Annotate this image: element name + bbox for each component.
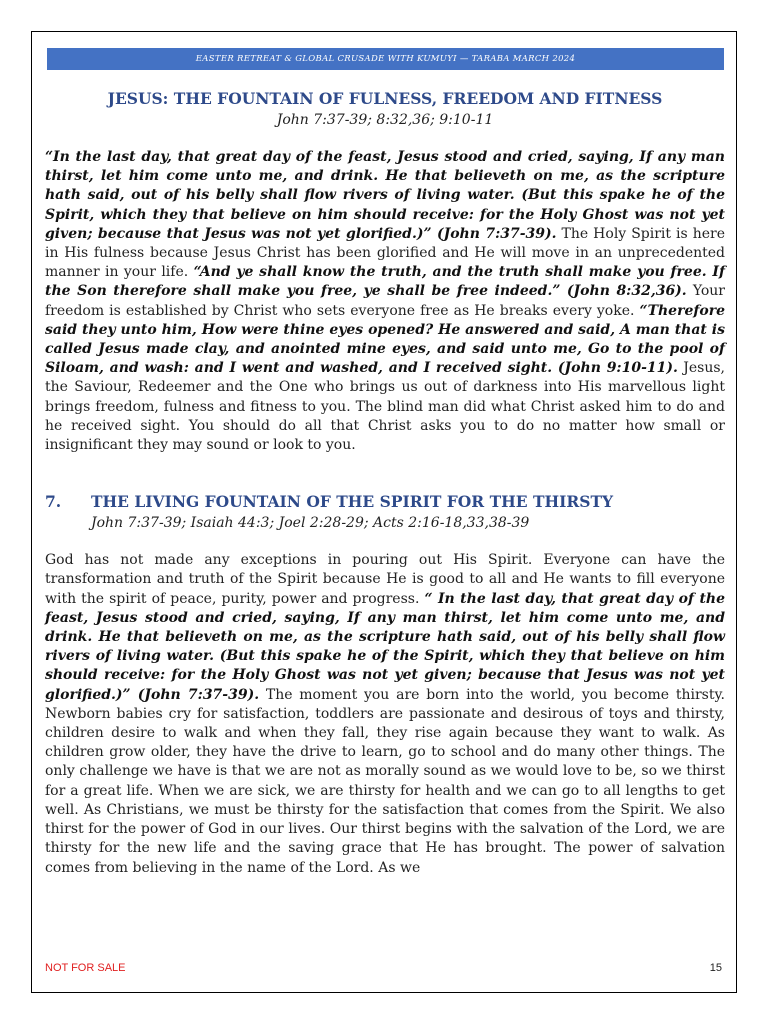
section-title: JESUS: THE FOUNTAIN OF FULNESS, FREEDOM AND FITNESS: [107, 89, 663, 108]
subsection-number: 7.: [45, 492, 62, 512]
scripture-quote: “Therefore said they unto him, How were thine eyes opened? He answered and said, A man that is called Jesus made clay, and anointed mine eyes, and said unto me, Go to the pool of Siloam, and wash: and I went and washed, and I received sight. (John 9:10-11).: [45, 302, 725, 377]
scripture-quote: “In the last day, that great day of the feast, Jesus stood and cried, saying, If any man thirst, let him come unto me, and drink. He that believeth on me, as the scripture hath said, out of his belly shall flow rivers of living water. (But this spake he of the Spirit, which they that believe on him should receive: for the Holy Ghost was not yet given; because that Jesus was not yet glorified.)” (John 7:37-39).: [45, 149, 725, 242]
body-paragraph: [45, 148, 725, 455]
body-text: Your freedom is established by Christ who sets everyone free as He breaks every yoke.: [45, 283, 725, 319]
subsection-heading: [45, 491, 725, 513]
subsection-scripture-reference: John 7:37-39; Isaiah 44:3; Joel 2:28-29; Acts 2:16-18,33,38-39: [91, 515, 530, 532]
header-banner: [47, 48, 724, 70]
page-number: 15: [709, 962, 722, 974]
body-paragraph: [45, 551, 725, 877]
footer-not-for-sale: NOT FOR SALE: [45, 962, 126, 974]
header-banner-text: EASTER RETREAT & GLOBAL CRUSADE WITH KUMUYI — TARABA MARCH 2024: [195, 54, 576, 64]
scripture-quote: “And ye shall know the truth, and the truth shall make you free. If the Son therefore shall make you free, ye shall be free indeed.” (John 8:32,36).: [45, 264, 725, 300]
page-content: [45, 86, 725, 878]
section-scripture-reference: John 7:37-39; 8:32,36; 9:10-11: [276, 112, 494, 128]
scripture-quote: “ In the last day, that great day of the feast, Jesus stood and cried, saying, If any man thirst, let him come unto me, and drink. He that believeth on me, as the scripture hath said, out of his belly shall flow rivers of living water. (But this spake he of the Spirit, which they that believe on him should receive: for the Holy Ghost was not yet given; because that Jesus was not yet glorified.)” (John 7:37-39).: [45, 590, 725, 703]
body-text: God has not made any exceptions in pouring out His Spirit. Everyone can have the transformation and truth of the Spirit because He is good to all and He wants to fill everyone with the spirit of peace, purity, power and progress.: [45, 552, 725, 607]
subsection-title: THE LIVING FOUNTAIN OF THE SPIRIT FOR THE THIRSTY: [91, 492, 614, 512]
body-text: The Holy Spirit is here in His fulness because Jesus Christ has been glorified and He will move in an unprecedented manner in your life.: [45, 225, 725, 281]
body-text: Jesus, the Saviour, Redeemer and the One who brings us out of darkness into His marvellous light brings freedom, fulness and fitness to you. The blind man did what Christ asked him to do and he received sight. You should do all that Christ asks you to do no matter how small or insignificant they may sound or look to you.: [45, 360, 725, 454]
body-text: The moment you are born into the world, you become thirsty. Newborn babies cry for satisfaction, toddlers are passionate and desirous of toys and thirsty, children desire to walk and when they fall, they rise again because they want to walk. As children grow older, they have the drive to learn, go to school and do many other things. The only challenge we have is that we are not as morally sound as we would love to be, so we thirst for a great life. When we are sick, we are thirsty for health and we can go to all lengths to get well. As Christians, we must be thirsty for the satisfaction that comes from the Spirit. We also thirst for the power of God in our lives. Our thirst begins with the salvation of the Lord, we are thirsty for the new life and the saving grace that He has brought. The power of salvation comes from believing in the name of the Lord. As we: [45, 686, 725, 876]
